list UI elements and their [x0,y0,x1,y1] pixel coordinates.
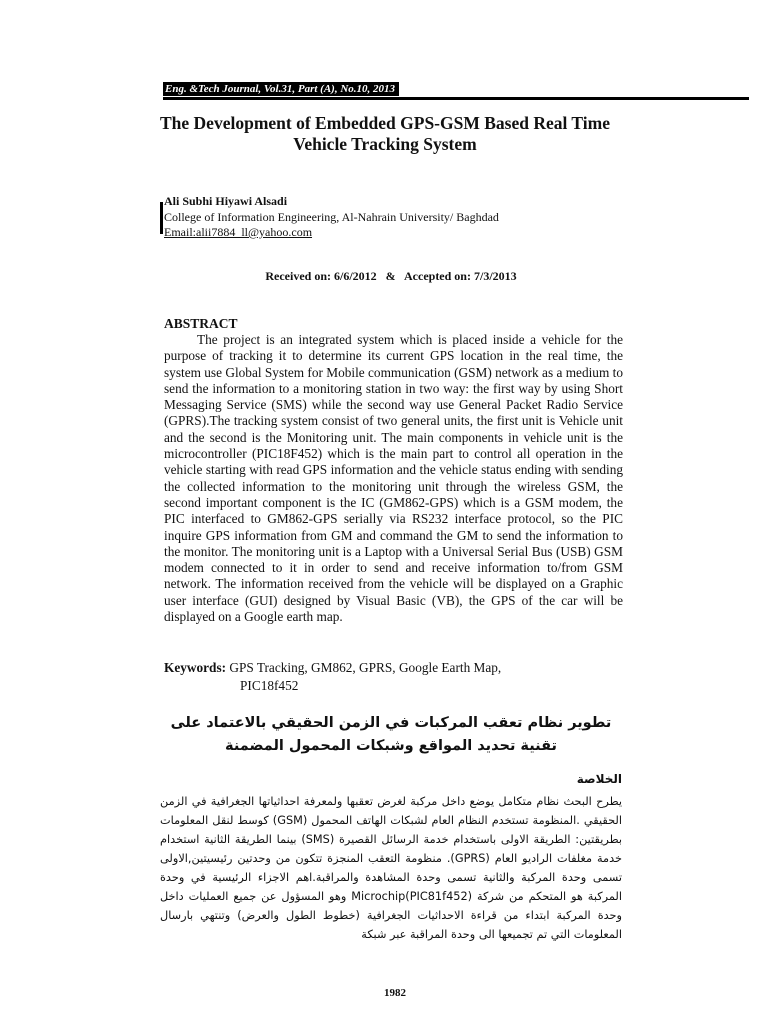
author-email[interactable]: Email:alii7884_ll@yahoo.com [164,225,313,239]
page-number: 1982 [384,987,406,999]
keywords [164,659,624,695]
arabic-abstract-heading: الخلاصة [576,772,622,786]
author-name: Ali Subhi Hiyawi Alsadi [164,194,288,208]
received-accepted-dates: Received on: 6/6/2012 & Accepted on: 7/3/2013 [265,269,517,283]
arabic-abstract-text: يطرح البحث نظام متكامل يوضع داخل مركبة لغرض تعقبها ولمعرفة احداثياتها الجغرافية في الزمن الحقيقي .المنظومة تستخدم النظام العام لشبكات الهاتف المحمول (GSM) كوسط لنقل المعلومات بطريقتين: الطريقة الاولى باستخدام خدمة الرسائل القصيرة (SMS) بينما الطريقة الثانية استخدام خدمة مغلفات الراديو العام (GPRS). منظومة التعقب المنجزة تتكون من وحدتين رئيسيتين,الاولى تسمى وحدة المركبة والثانية تسمى وحدة المشاهدة والمراقبة.اهم الاجزاء الرئيسية في وحدة المركبة هو المتحكم من شركة Microchip(PIC81f452) وهو المسؤول عن جميع العمليات داخل وحدة المركبة ابتداء من قراءة الاحداثيات الجغرافية (خطوط الطول والعرض) وتنتهي بارسال المعلومات التي تم تجميعها الى وحدة المراقبة عبر شبكة [160,795,622,941]
keywords-list: GPS Tracking, GM862, GPRS, Google Earth Map, [229,660,502,675]
keywords-heading: Keywords: [164,660,227,675]
journal-header [163,82,749,100]
header-rule [163,97,749,100]
author-affiliation: College of Information Engineering, Al-Nahrain University/ Baghdad [164,210,499,224]
keywords-list-continued: PIC18f452 [240,678,299,693]
abstract-text: The project is an integrated system which is placed inside a vehicle for the purpose of tracking it to determine its current GPS location in the real time, the system use Global System for Mobile communication (GSM) network as a medium to send the information to a monitoring station in two way: the first way by using Short Messaging Service (SMS) while the second way use General Packet Radio Service (GPRS).The tracking system consist of two general units, the first unit is Vehicle unit and the second is the Monitoring unit. The main components in vehicle unit is the microcontroller (PIC18F452) which is the main part to control all operation in the vehicle starting with read GPS information and the vehicle status ending with sending the collected information to the monitoring unit through the wireless GSM, the second important component is the IC (GM862-GPS) which is a GSM modem, the PIC interfaced to GM862-GPS serially via RS232 interface protocol, so the PIC inquire GPS information from GM and command the GM to send the information to the monitor. The monitoring unit is a Laptop with a Universal Serial Bus (USB) GSM modem connected to it in order to send and receive information to/from GSM network. The information received from the vehicle will be displayed on a Graphic user interface (GUI) designed by Visual Basic (VB), the GPS of the car will be displayed on a Google earth map. [164,332,623,625]
paper-title: The Development of Embedded GPS-GSM Based Real Time Vehicle Tracking System [160,113,610,154]
author-marker-bar [160,202,163,234]
abstract-heading: ABSTRACT [164,316,238,331]
arabic-title: تطوير نظام تعقب المركبات في الزمن الحقيقي بالاعتماد على تقنية تحديد المواقع وشبكات المحمول المضمنة [170,715,612,754]
journal-citation: Eng. &Tech Journal, Vol.31, Part (A), No.10, 2013 [163,82,399,96]
